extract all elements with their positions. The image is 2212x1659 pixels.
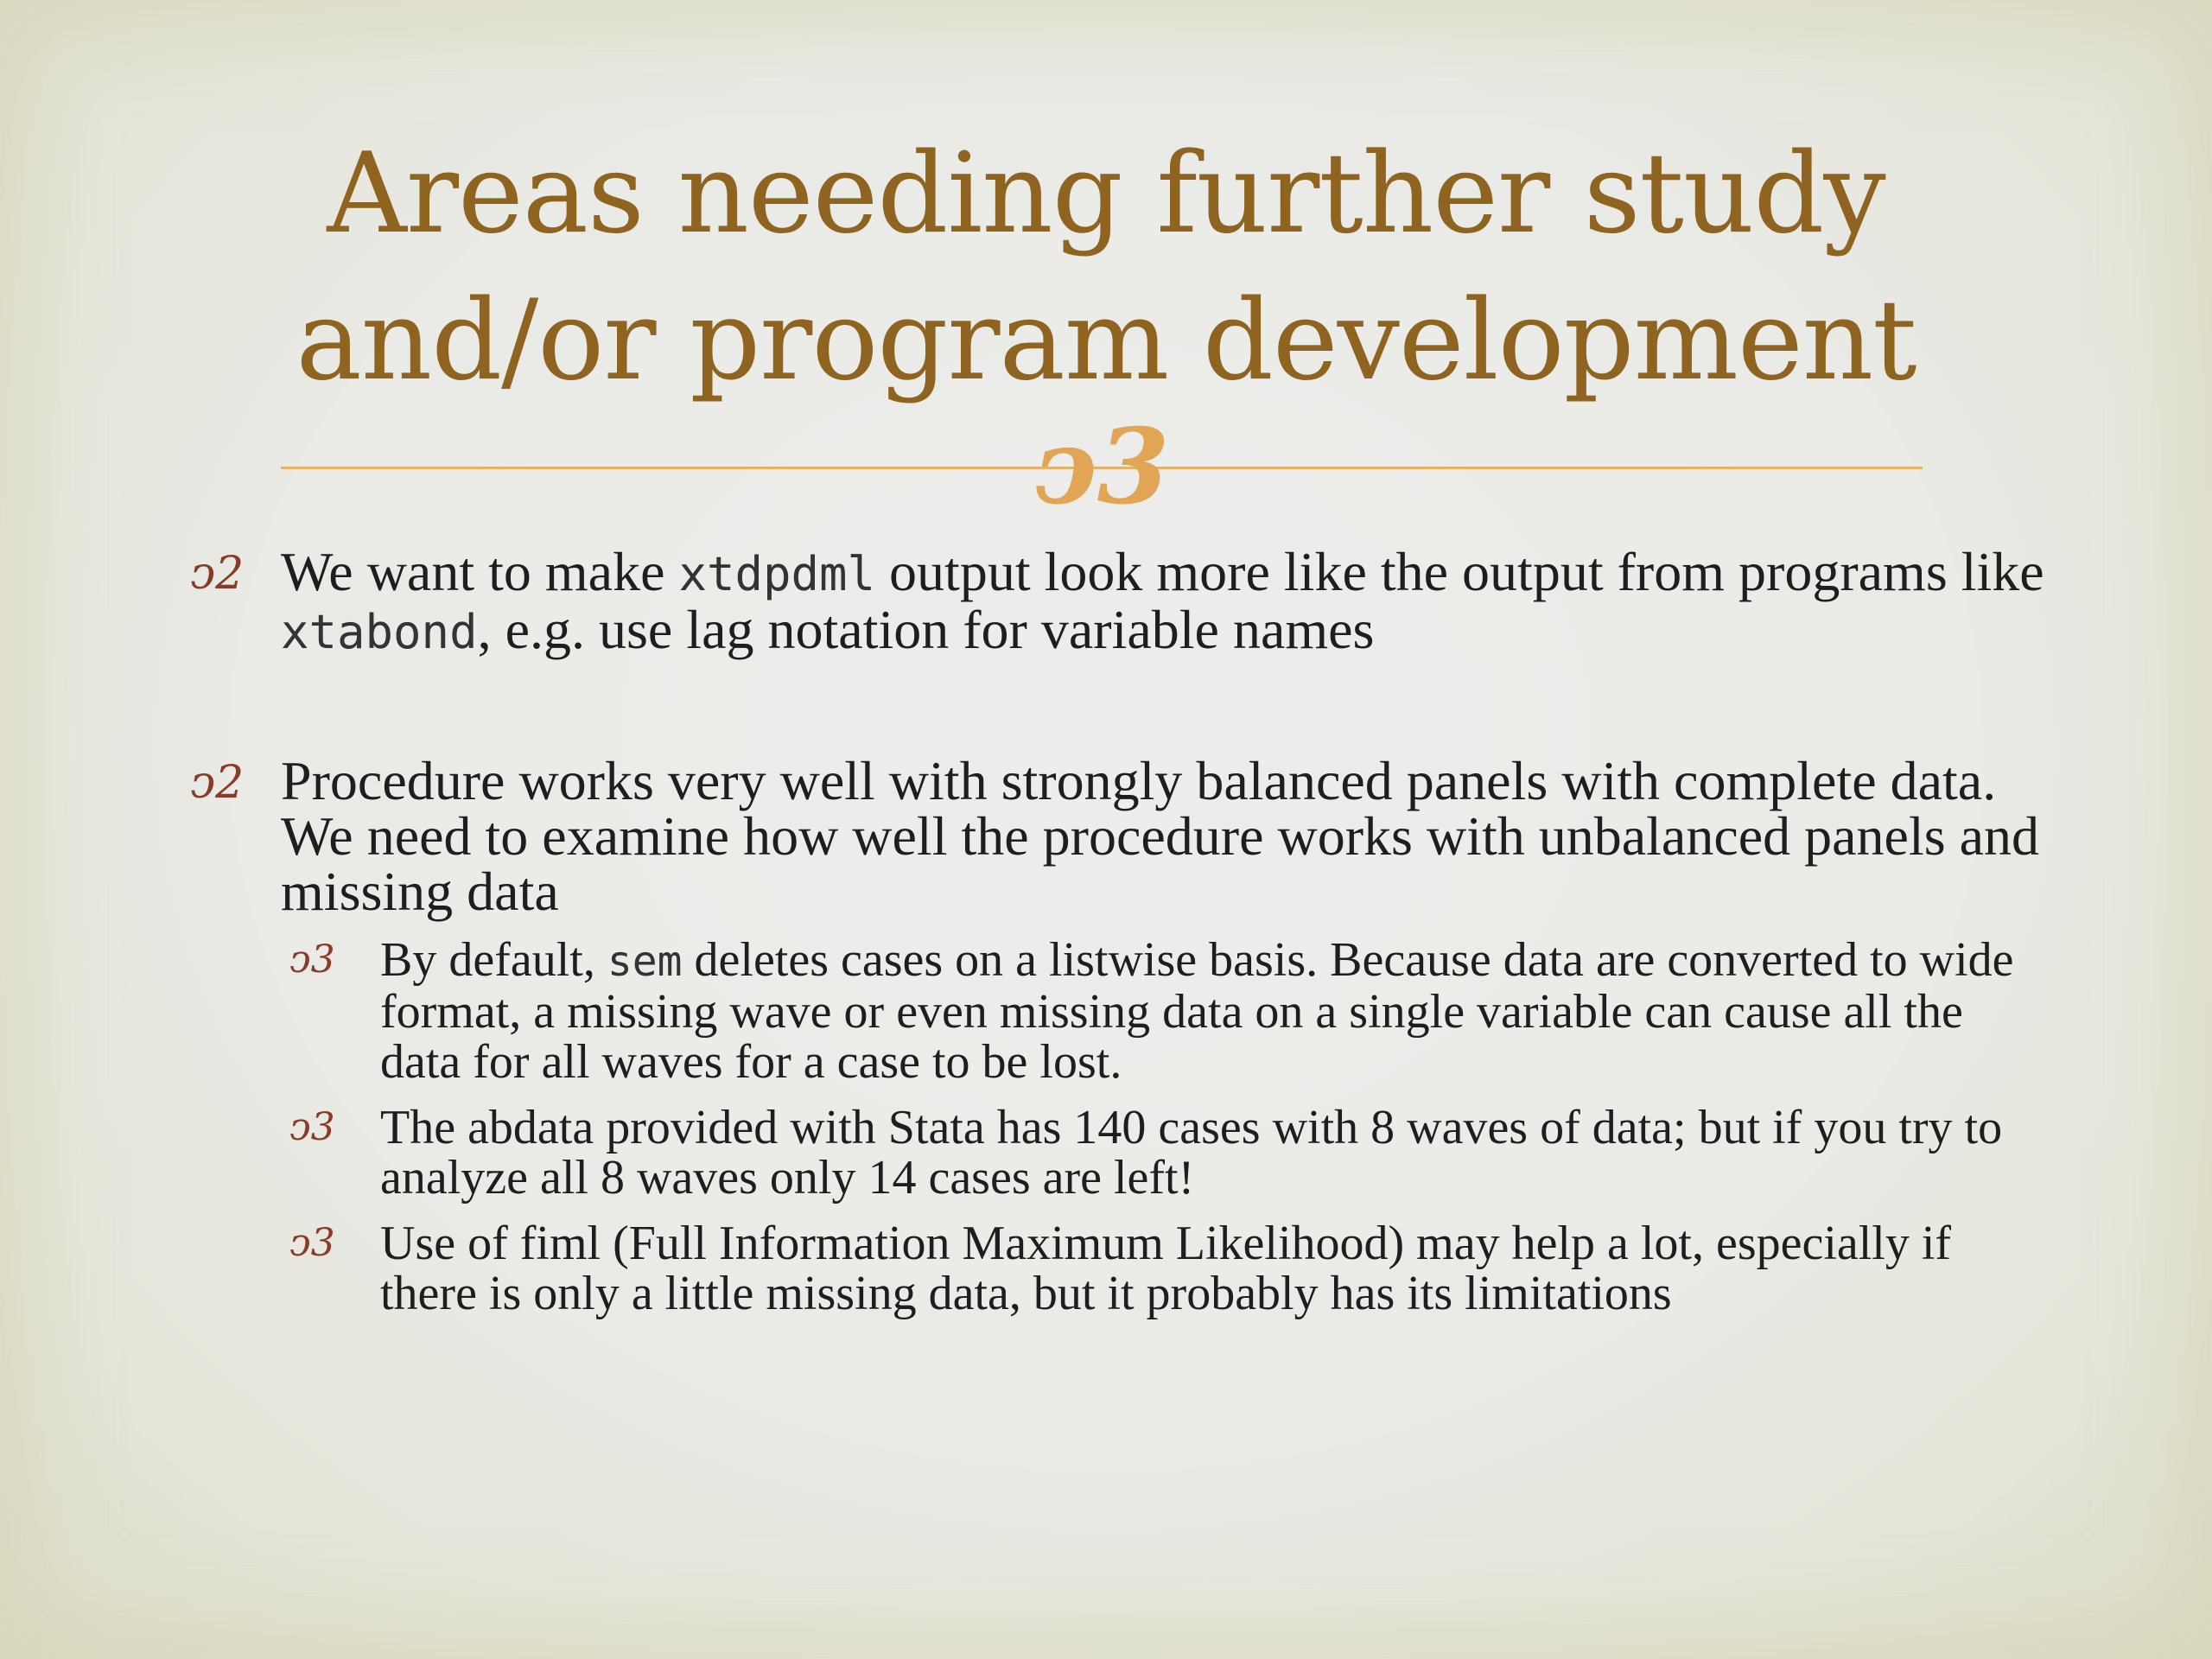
bullet-1-text-c: , e.g. use lag notation for variable names — [477, 599, 1375, 660]
sub-bullet-3-text: Use of fiml (Full Information Maximum Likelihood) may help a lot, especially if there is only a little missing data, but it probably has its limitations — [380, 1217, 1952, 1320]
ornament-icon: ↄ3 — [1033, 406, 1170, 528]
sub-bullet-item-1 — [289, 933, 2048, 1089]
sub-bullet-marker-icon: ↄ3 — [289, 1105, 335, 1149]
sub-bullet-marker-icon: ↄ3 — [289, 1221, 335, 1265]
bullet-item-1 — [190, 541, 2048, 660]
sub-bullet-2-text: The abdata provided with Stata has 140 cases with 8 waves of data; but if you try to analyze all 8 waves only 14 cases are left! — [380, 1101, 2003, 1205]
sub-bullet-1-text-b: deletes cases on a listwise basis. Because data are converted to wide format, a missing wave or even missing data on a single variable can cause all the data for all waves for a case to be lost. — [380, 933, 2014, 1089]
title-line-1: Areas needing further study — [327, 130, 1885, 258]
bullet-1-code-xtdpdml: xtdpdml — [678, 547, 876, 601]
title-divider — [281, 406, 1923, 528]
bullet-2-text: Procedure works very well with strongly balanced panels with complete data. We need to examine how well the procedure works with unbalanced panels and missing data — [281, 750, 2040, 922]
title-line-2: and/or program development — [296, 276, 1916, 405]
bullet-marker-icon: ↄ2 — [190, 757, 245, 809]
slide-content — [190, 541, 2048, 1334]
bullet-item-2 — [190, 750, 2048, 1320]
sub-bullet-1-text-a: By default, — [380, 933, 607, 987]
sub-bullet-list — [190, 935, 2048, 1319]
sub-bullet-item-3 — [289, 1217, 2048, 1320]
sub-bullet-1-code-sem: sem — [607, 938, 683, 986]
bullet-1-text-b: output look more like the output from programs like — [875, 541, 2044, 602]
bullet-1-code-xtabond: xtabond — [281, 605, 478, 659]
bullet-1-text-a: We want to make — [281, 541, 679, 602]
slide-title — [138, 121, 2074, 415]
sub-bullet-item-2 — [289, 1101, 2048, 1205]
bullet-marker-icon: ↄ2 — [190, 548, 245, 600]
sub-bullet-marker-icon: ↄ3 — [289, 938, 335, 982]
